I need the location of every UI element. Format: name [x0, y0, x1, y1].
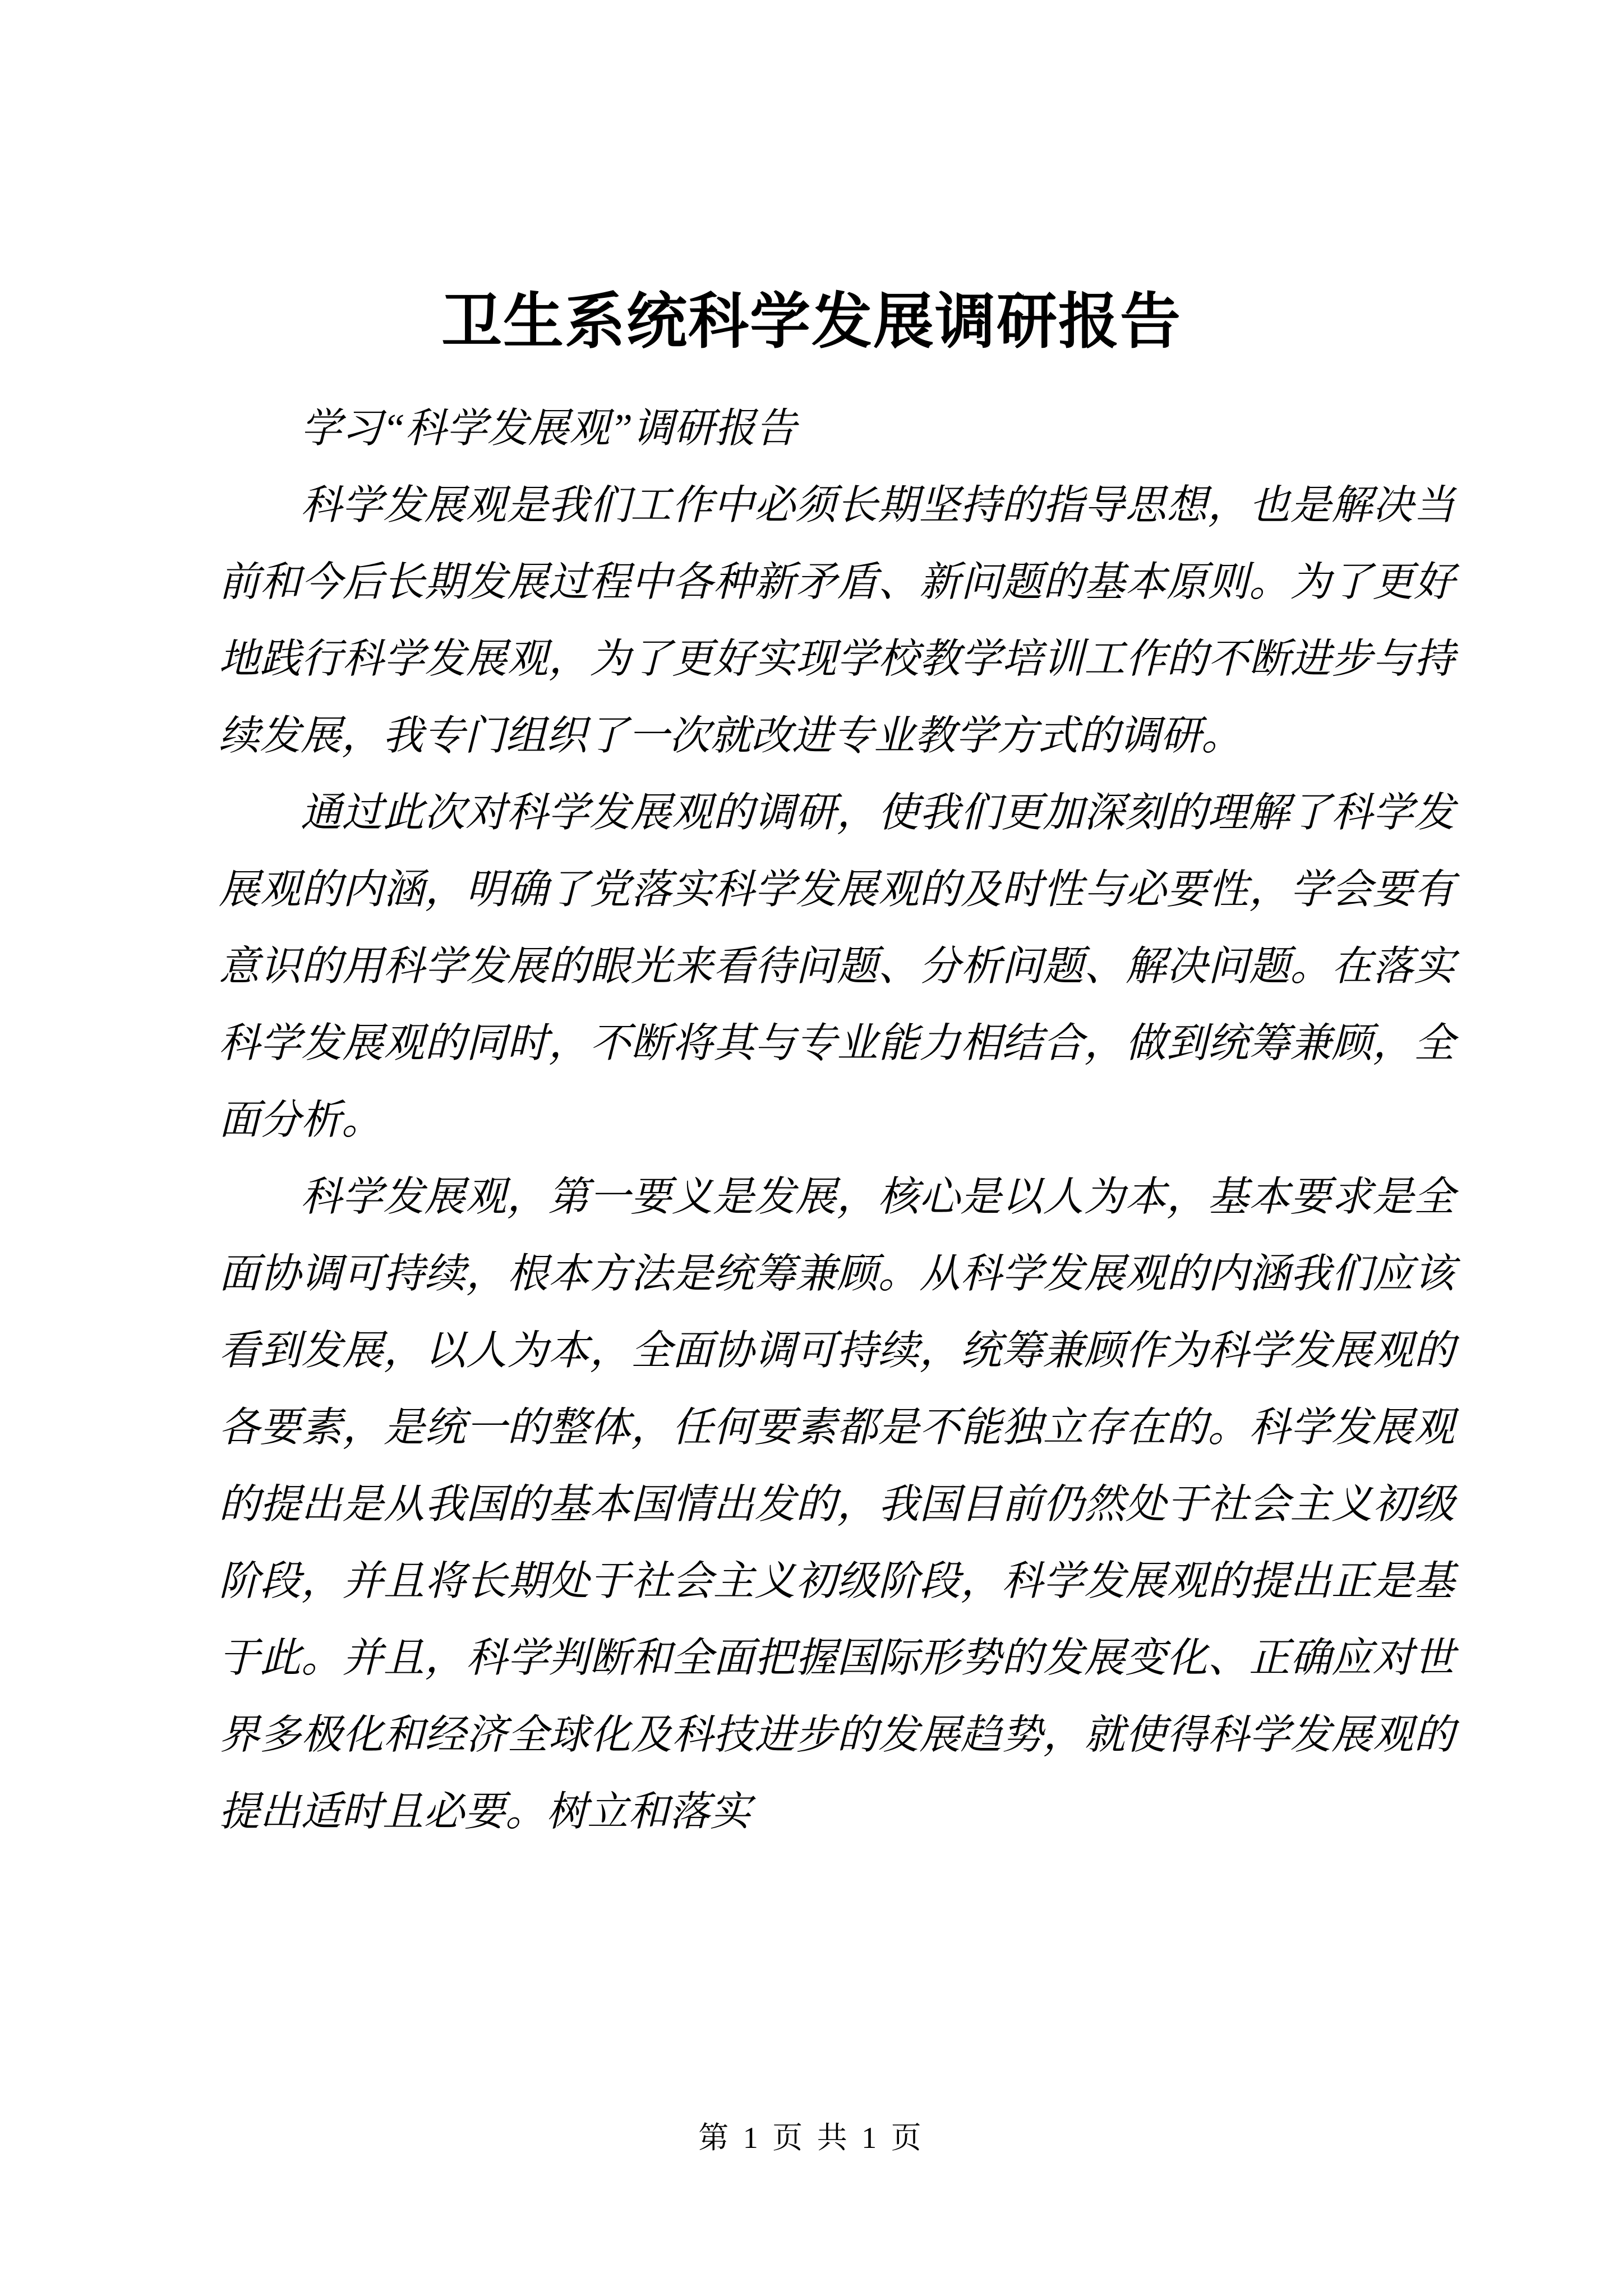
document-body [219, 390, 1455, 1850]
paragraph-1: 科学发展观是我们工作中必须长期坚持的指导思想，也是解决当前和今后长期发展过程中各种新矛盾、新问题的基本原则。为了更好地践行科学发展观，为了更好实现学校教学培训工作的不断进步与持续发展，我专门组织了一次就改进专业教学方式的调研。 [219, 482, 1455, 759]
paragraph-2: 通过此次对科学发展观的调研，使我们更加深刻的理解了科学发展观的内涵，明确了党落实科学发展观的及时性与必要性，学会要有意识的用科学发展的眼光来看待问题、分析问题、解决问题。在落实科学发展观的同时，不断将其与专业能力相结合，做到统筹兼顾，全面分析。 [219, 790, 1455, 1143]
page-number: 第 1 页 共 1 页 [698, 2121, 925, 2155]
document-subtitle: 学习“科学发展观”调研报告 [301, 406, 797, 452]
paragraph-3: 科学发展观，第一要义是发展，核心是以人为本，基本要求是全面协调可持续，根本方法是统筹兼顾。从科学发展观的内涵我们应该看到发展，以人为本，全面协调可持续，统筹兼顾作为科学发展观的各要素，是统一的整体，任何要素都是不能独立存在的。科学发展观的提出是从我国的基本国情出发的，我国目前仍然处于社会主义初级阶段，并且将长期处于社会主义初级阶段，科学发展观的提出正是基于此。并且，科学判断和全面把握国际形势的发展变化、正确应对世界多极化和经济全球化及科技进步的发展趋势，就使得科学发展观的提出适时且必要。树立和落实 [219, 1174, 1455, 1835]
document-title: 卫生系统科学发展调研报告 [441, 289, 1182, 356]
